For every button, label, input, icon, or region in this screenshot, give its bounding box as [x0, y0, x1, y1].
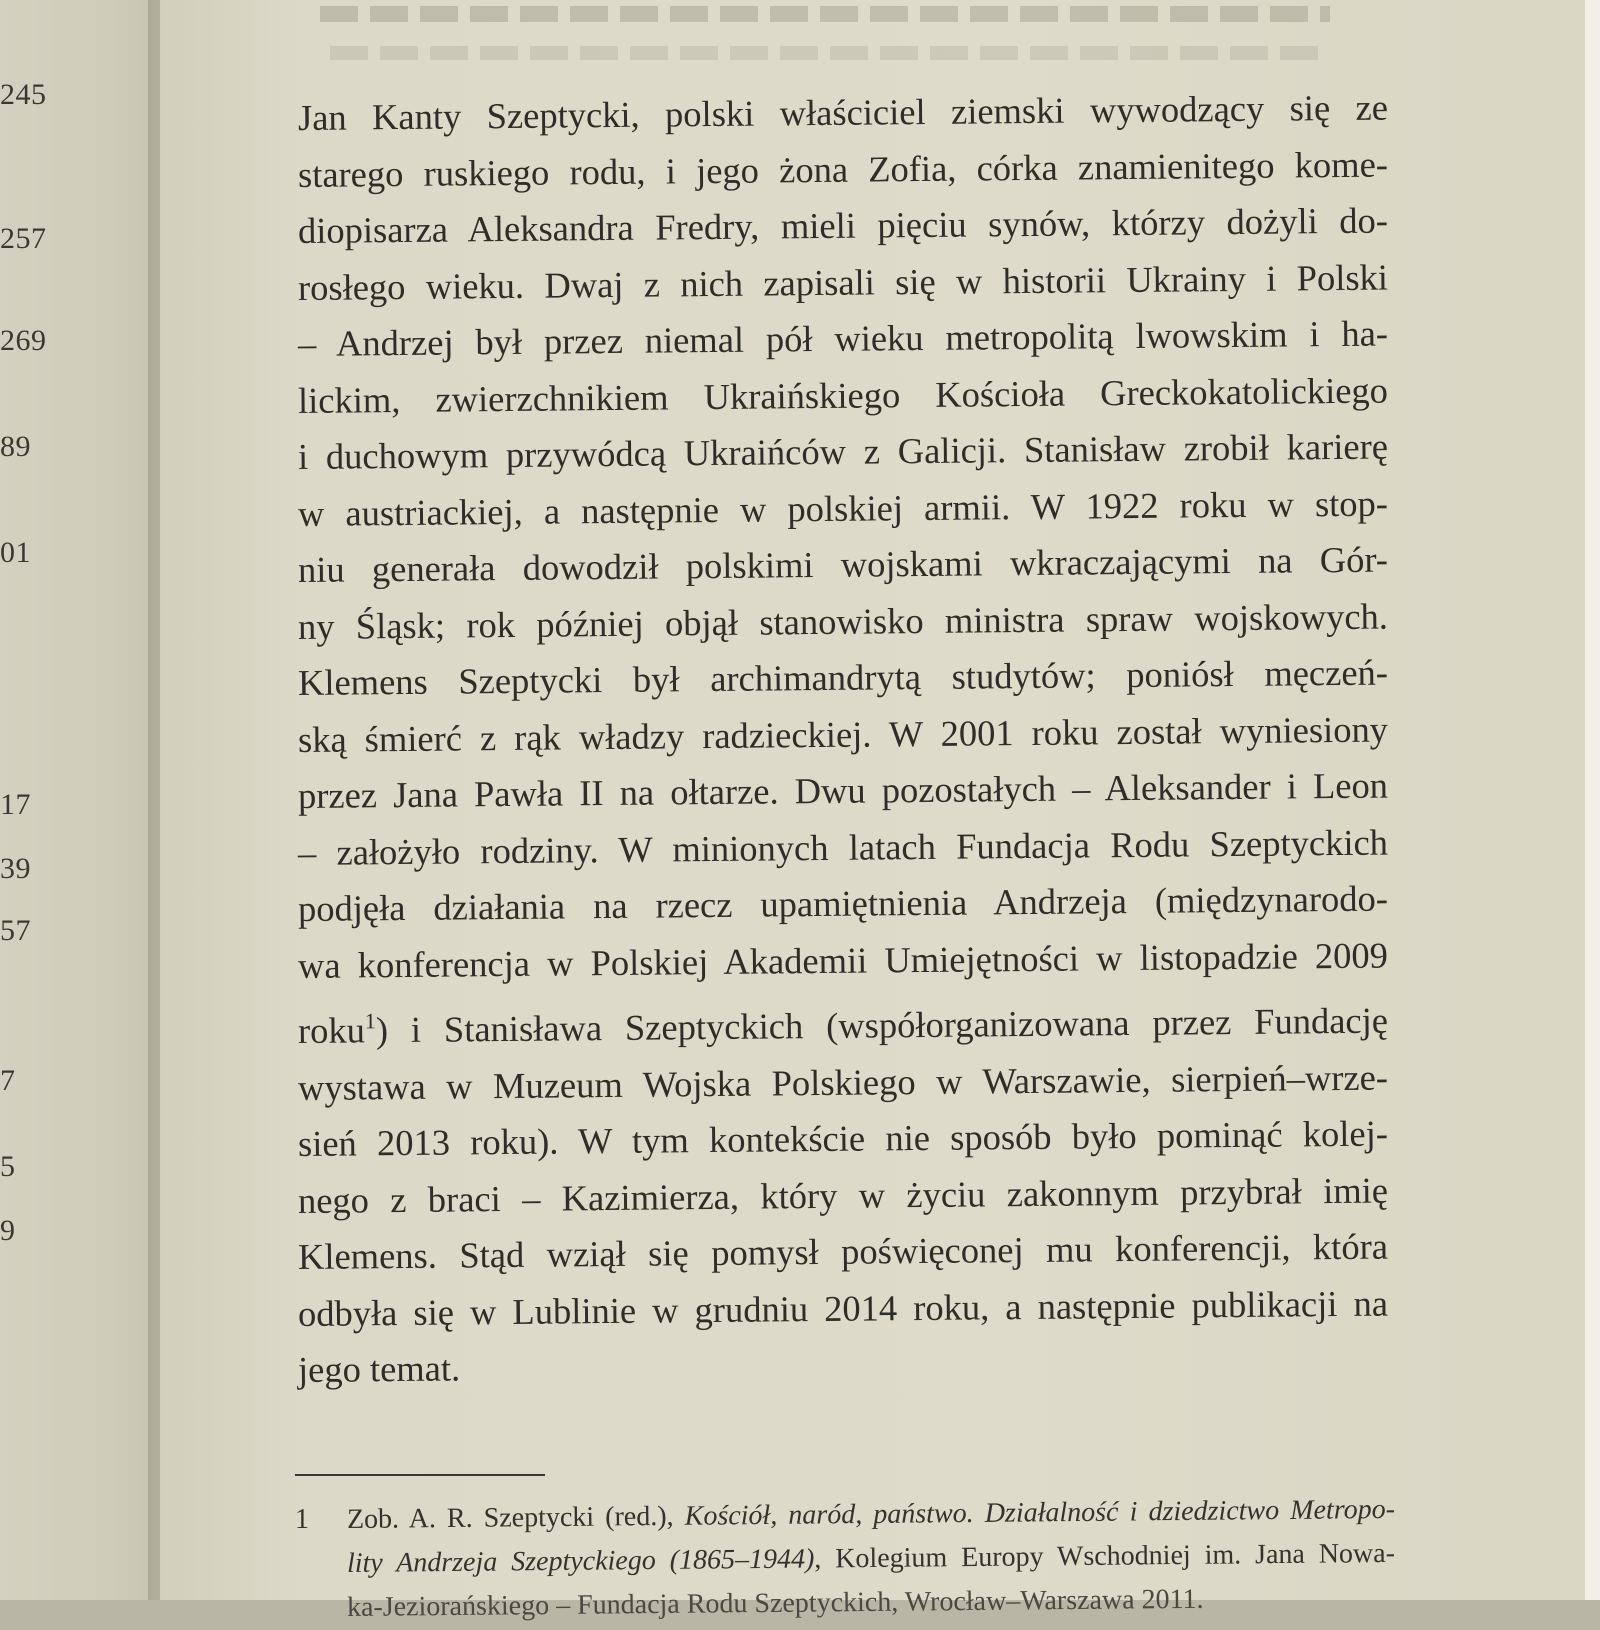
paragraph-line: podjęła działania na rzecz upamiętnienia Andrzeja (międzynarodo-	[297, 877, 1389, 929]
toc-page-number: 89	[0, 430, 31, 463]
toc-page-number: 245	[0, 78, 47, 111]
footnote-book-title-cont: lity Andrzeja Szeptyckiego (1865–1944)	[346, 1543, 815, 1579]
footnote-line: ka-Jeziorańskiego – Fundacja Rodu Szeptyckich, Wrocław–Warszawa 2011.	[346, 1583, 1204, 1623]
paragraph-line: jego temat.	[297, 1347, 461, 1390]
show-through-text	[330, 46, 1320, 60]
paragraph-line-with-footnote-ref	[298, 984, 1389, 1060]
toc-page-number: 39	[0, 852, 31, 885]
footnote-publisher: , Kolegium Europy Wschodniej im. Jana Nowa-	[814, 1537, 1396, 1575]
toc-page-number: 257	[0, 222, 47, 255]
toc-page-number: 57	[0, 914, 31, 947]
show-through-text	[320, 6, 1330, 22]
paragraph-line: lickim, zwierzchnikiem Ukraińskiego Kościoła Greckokatolickiego	[297, 369, 1389, 421]
toc-page-number: 269	[0, 324, 47, 357]
paragraph-line: – Andrzej był przez niemal pół wieku metropolitą lwowskim i ha-	[297, 312, 1389, 364]
paragraph-line: przez Jana Pawła II na ołtarze. Dwu pozostałych – Aleksander i Leon	[297, 764, 1389, 816]
toc-page-number: 5	[0, 1150, 16, 1183]
paragraph-line: ską śmierć z rąk władzy radzieckiej. W 2001 roku został wyniesiony	[297, 708, 1389, 760]
footnote-citation-author: Zob. A. R. Szeptycki (red.),	[346, 1500, 685, 1535]
toc-page-number: 01	[0, 536, 31, 569]
footnote-number: 1	[295, 1504, 309, 1535]
paragraph-line-start: roku	[297, 1009, 366, 1051]
left-page	[0, 0, 160, 1600]
paragraph-line: Jan Kanty Szeptycki, polski właściciel ziemski wywodzący się ze	[297, 86, 1389, 138]
paragraph-line: Klemens Szeptycki był archimandrytą studytów; poniósł męczeń-	[297, 651, 1389, 703]
main-paragraph	[297, 86, 1389, 1399]
footnote-book-title: Kościół, naród, państwo. Działalność i dziedzictwo Metropo-	[684, 1493, 1396, 1532]
paragraph-line: starego ruskiego rodu, i jego żona Zofia, córka znamienitego kome-	[297, 143, 1389, 195]
paragraph-line-rest: ) i Stanisława Szeptyckich (współorganizowana przez Fundację	[375, 999, 1389, 1051]
toc-page-number: 17	[0, 788, 31, 821]
footnote-reference[interactable]: 1	[364, 1008, 376, 1034]
paragraph-line: Klemens. Stąd wziął się pomysł poświęconej mu konferencji, która	[297, 1225, 1389, 1277]
paragraph-line: wystawa w Muzeum Wojska Polskiego w Warszawie, sierpień–wrze-	[297, 1056, 1389, 1108]
paragraph-line: – założyło rodziny. W minionych latach Fundacja Rodu Szeptyckich	[297, 821, 1389, 873]
paragraph-line: rosłego wieku. Dwaj z nich zapisali się w historii Ukrainy i Polski	[297, 256, 1389, 308]
footnote-separator	[295, 1474, 545, 1476]
paragraph-line: i duchowym przywódcą Ukraińców z Galicji. Stanisław zrobił karierę	[297, 425, 1389, 477]
paragraph-line: wa konferencja w Polskiej Akademii Umiejętności w listopadzie 2009	[297, 934, 1389, 986]
paragraph-line: w austriackiej, a następnie w polskiej armii. W 1922 roku w stop-	[297, 482, 1389, 534]
footnote-text	[346, 1493, 1396, 1630]
page-edge	[1585, 0, 1600, 1600]
paragraph-line: niu generała dowodził polskimi wojskami wkraczającymi na Gór-	[297, 538, 1389, 590]
toc-page-number: 7	[0, 1064, 16, 1097]
paragraph-line: diopisarza Aleksandra Fredry, mieli pięciu synów, którzy dożyli do-	[297, 199, 1389, 251]
toc-page-number: 9	[0, 1214, 16, 1247]
paragraph-line: sień 2013 roku). W tym kontekście nie sposób było pominąć kolej-	[297, 1112, 1389, 1164]
paragraph-line: nego z braci – Kazimierza, który w życiu zakonnym przybrał imię	[297, 1169, 1389, 1221]
paragraph-line: odbyła się w Lublinie w grudniu 2014 roku, a następnie publikacji na	[297, 1282, 1389, 1334]
paragraph-line: ny Śląsk; rok później objął stanowisko ministra spraw wojskowych.	[297, 595, 1389, 647]
